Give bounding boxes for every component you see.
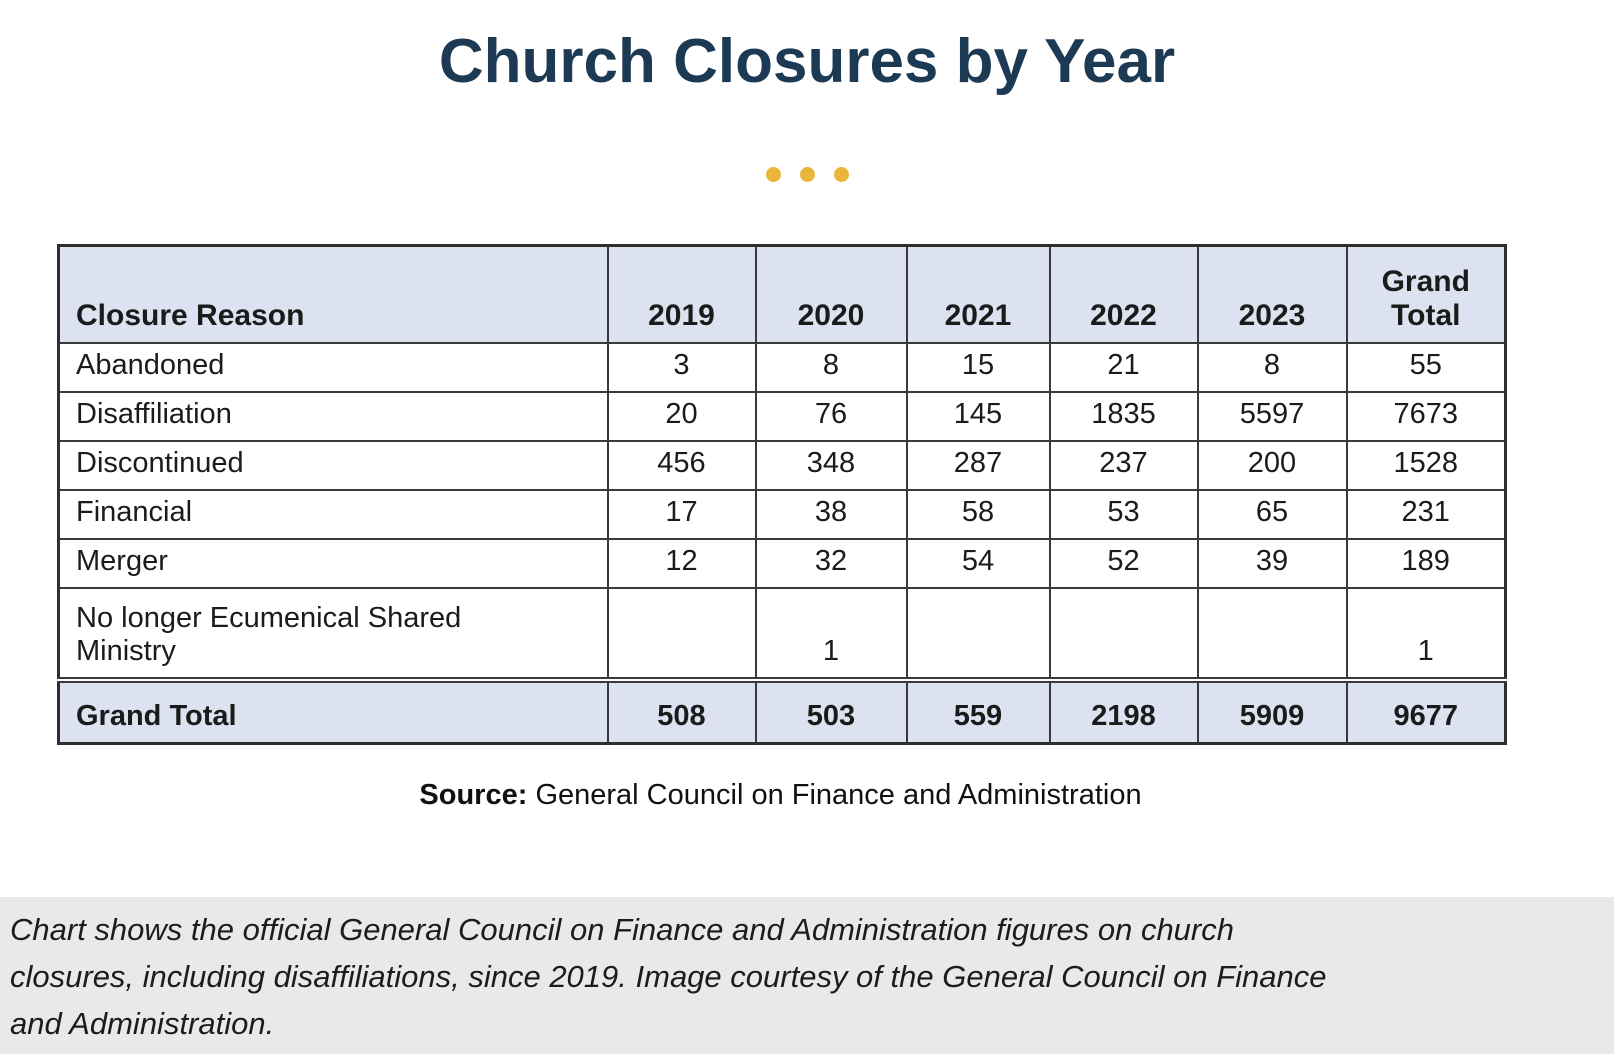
table-cell: 237	[1050, 441, 1198, 490]
table-cell: 32	[756, 539, 907, 588]
table-cell: 503	[756, 680, 907, 744]
table-cell: 52	[1050, 539, 1198, 588]
closures-table	[57, 244, 1507, 745]
grand-total-row	[59, 680, 1506, 744]
table-cell: 15	[907, 343, 1050, 392]
table-cell: 38	[756, 490, 907, 539]
table-row	[59, 490, 1506, 539]
table-cell: 559	[907, 680, 1050, 744]
table-cell: 76	[756, 392, 907, 441]
table-cell: 1	[1347, 588, 1506, 680]
row-label	[59, 588, 608, 680]
table-cell: 17	[608, 490, 756, 539]
table-cell: 39	[1198, 539, 1347, 588]
table-cell: 58	[907, 490, 1050, 539]
table-cell: 189	[1347, 539, 1506, 588]
dot-icon	[834, 167, 849, 182]
table-cell: 348	[756, 441, 907, 490]
table-cell: 145	[907, 392, 1050, 441]
source-text: General Council on Finance and Administration	[527, 779, 1142, 811]
row-label-text: No longer Ecumenical Shared Ministry	[76, 602, 462, 667]
table-cell: 2198	[1050, 680, 1198, 744]
table-cell: 508	[608, 680, 756, 744]
table-cell	[1198, 588, 1347, 680]
table-cell: 53	[1050, 490, 1198, 539]
caption-line: and Administration.	[10, 1006, 275, 1041]
table-header-row	[59, 246, 1506, 344]
column-header-2021: 2021	[907, 246, 1050, 344]
table-row	[59, 588, 1506, 680]
table-cell: 55	[1347, 343, 1506, 392]
table-cell: 54	[907, 539, 1050, 588]
grand-total-line2: Total	[1391, 299, 1461, 332]
row-label: Financial	[59, 490, 608, 539]
row-label: Discontinued	[59, 441, 608, 490]
ellipsis-dots	[0, 167, 1614, 182]
table-cell: 65	[1198, 490, 1347, 539]
source-label: Source:	[419, 779, 528, 811]
column-header-2023: 2023	[1198, 246, 1347, 344]
table-cell: 3	[608, 343, 756, 392]
table-cell: 20	[608, 392, 756, 441]
table-row	[59, 343, 1506, 392]
table-row	[59, 539, 1506, 588]
row-label: Merger	[59, 539, 608, 588]
table-cell	[1050, 588, 1198, 680]
page-title: Church Closures by Year	[438, 27, 1176, 96]
table-cell: 287	[907, 441, 1050, 490]
row-label: Disaffiliation	[59, 392, 608, 441]
caption-line: Chart shows the official General Council on Finance and Administration figures on church	[10, 912, 1234, 947]
table-cell: 5597	[1198, 392, 1347, 441]
table-cell	[907, 588, 1050, 680]
table-cell: 1835	[1050, 392, 1198, 441]
table-row	[59, 392, 1506, 441]
row-label: Abandoned	[59, 343, 608, 392]
table-cell: 456	[608, 441, 756, 490]
table-cell	[608, 588, 756, 680]
column-header-closure-reason: Closure Reason	[59, 246, 608, 344]
column-header-2019: 2019	[608, 246, 756, 344]
dot-icon	[766, 167, 781, 182]
row-label: Grand Total	[59, 680, 608, 744]
table-cell: 12	[608, 539, 756, 588]
table-cell: 21	[1050, 343, 1198, 392]
table-cell: 9677	[1347, 680, 1506, 744]
table-cell: 8	[756, 343, 907, 392]
table-cell: 1	[756, 588, 907, 680]
table-cell: 7673	[1347, 392, 1506, 441]
table-cell: 200	[1198, 441, 1347, 490]
column-header-2020: 2020	[756, 246, 907, 344]
column-header-grand-total	[1347, 246, 1506, 344]
source-line	[57, 779, 1504, 812]
table-row	[59, 441, 1506, 490]
table-cell: 1528	[1347, 441, 1506, 490]
column-header-2022: 2022	[1050, 246, 1198, 344]
grand-total-line1: Grand	[1381, 265, 1470, 298]
dot-icon	[800, 167, 815, 182]
table-cell: 5909	[1198, 680, 1347, 744]
table-cell: 231	[1347, 490, 1506, 539]
caption-line: closures, including disaffiliations, since 2019. Image courtesy of the General Council on Finance	[10, 959, 1327, 994]
table-cell: 8	[1198, 343, 1347, 392]
caption-bar	[0, 897, 1614, 1054]
